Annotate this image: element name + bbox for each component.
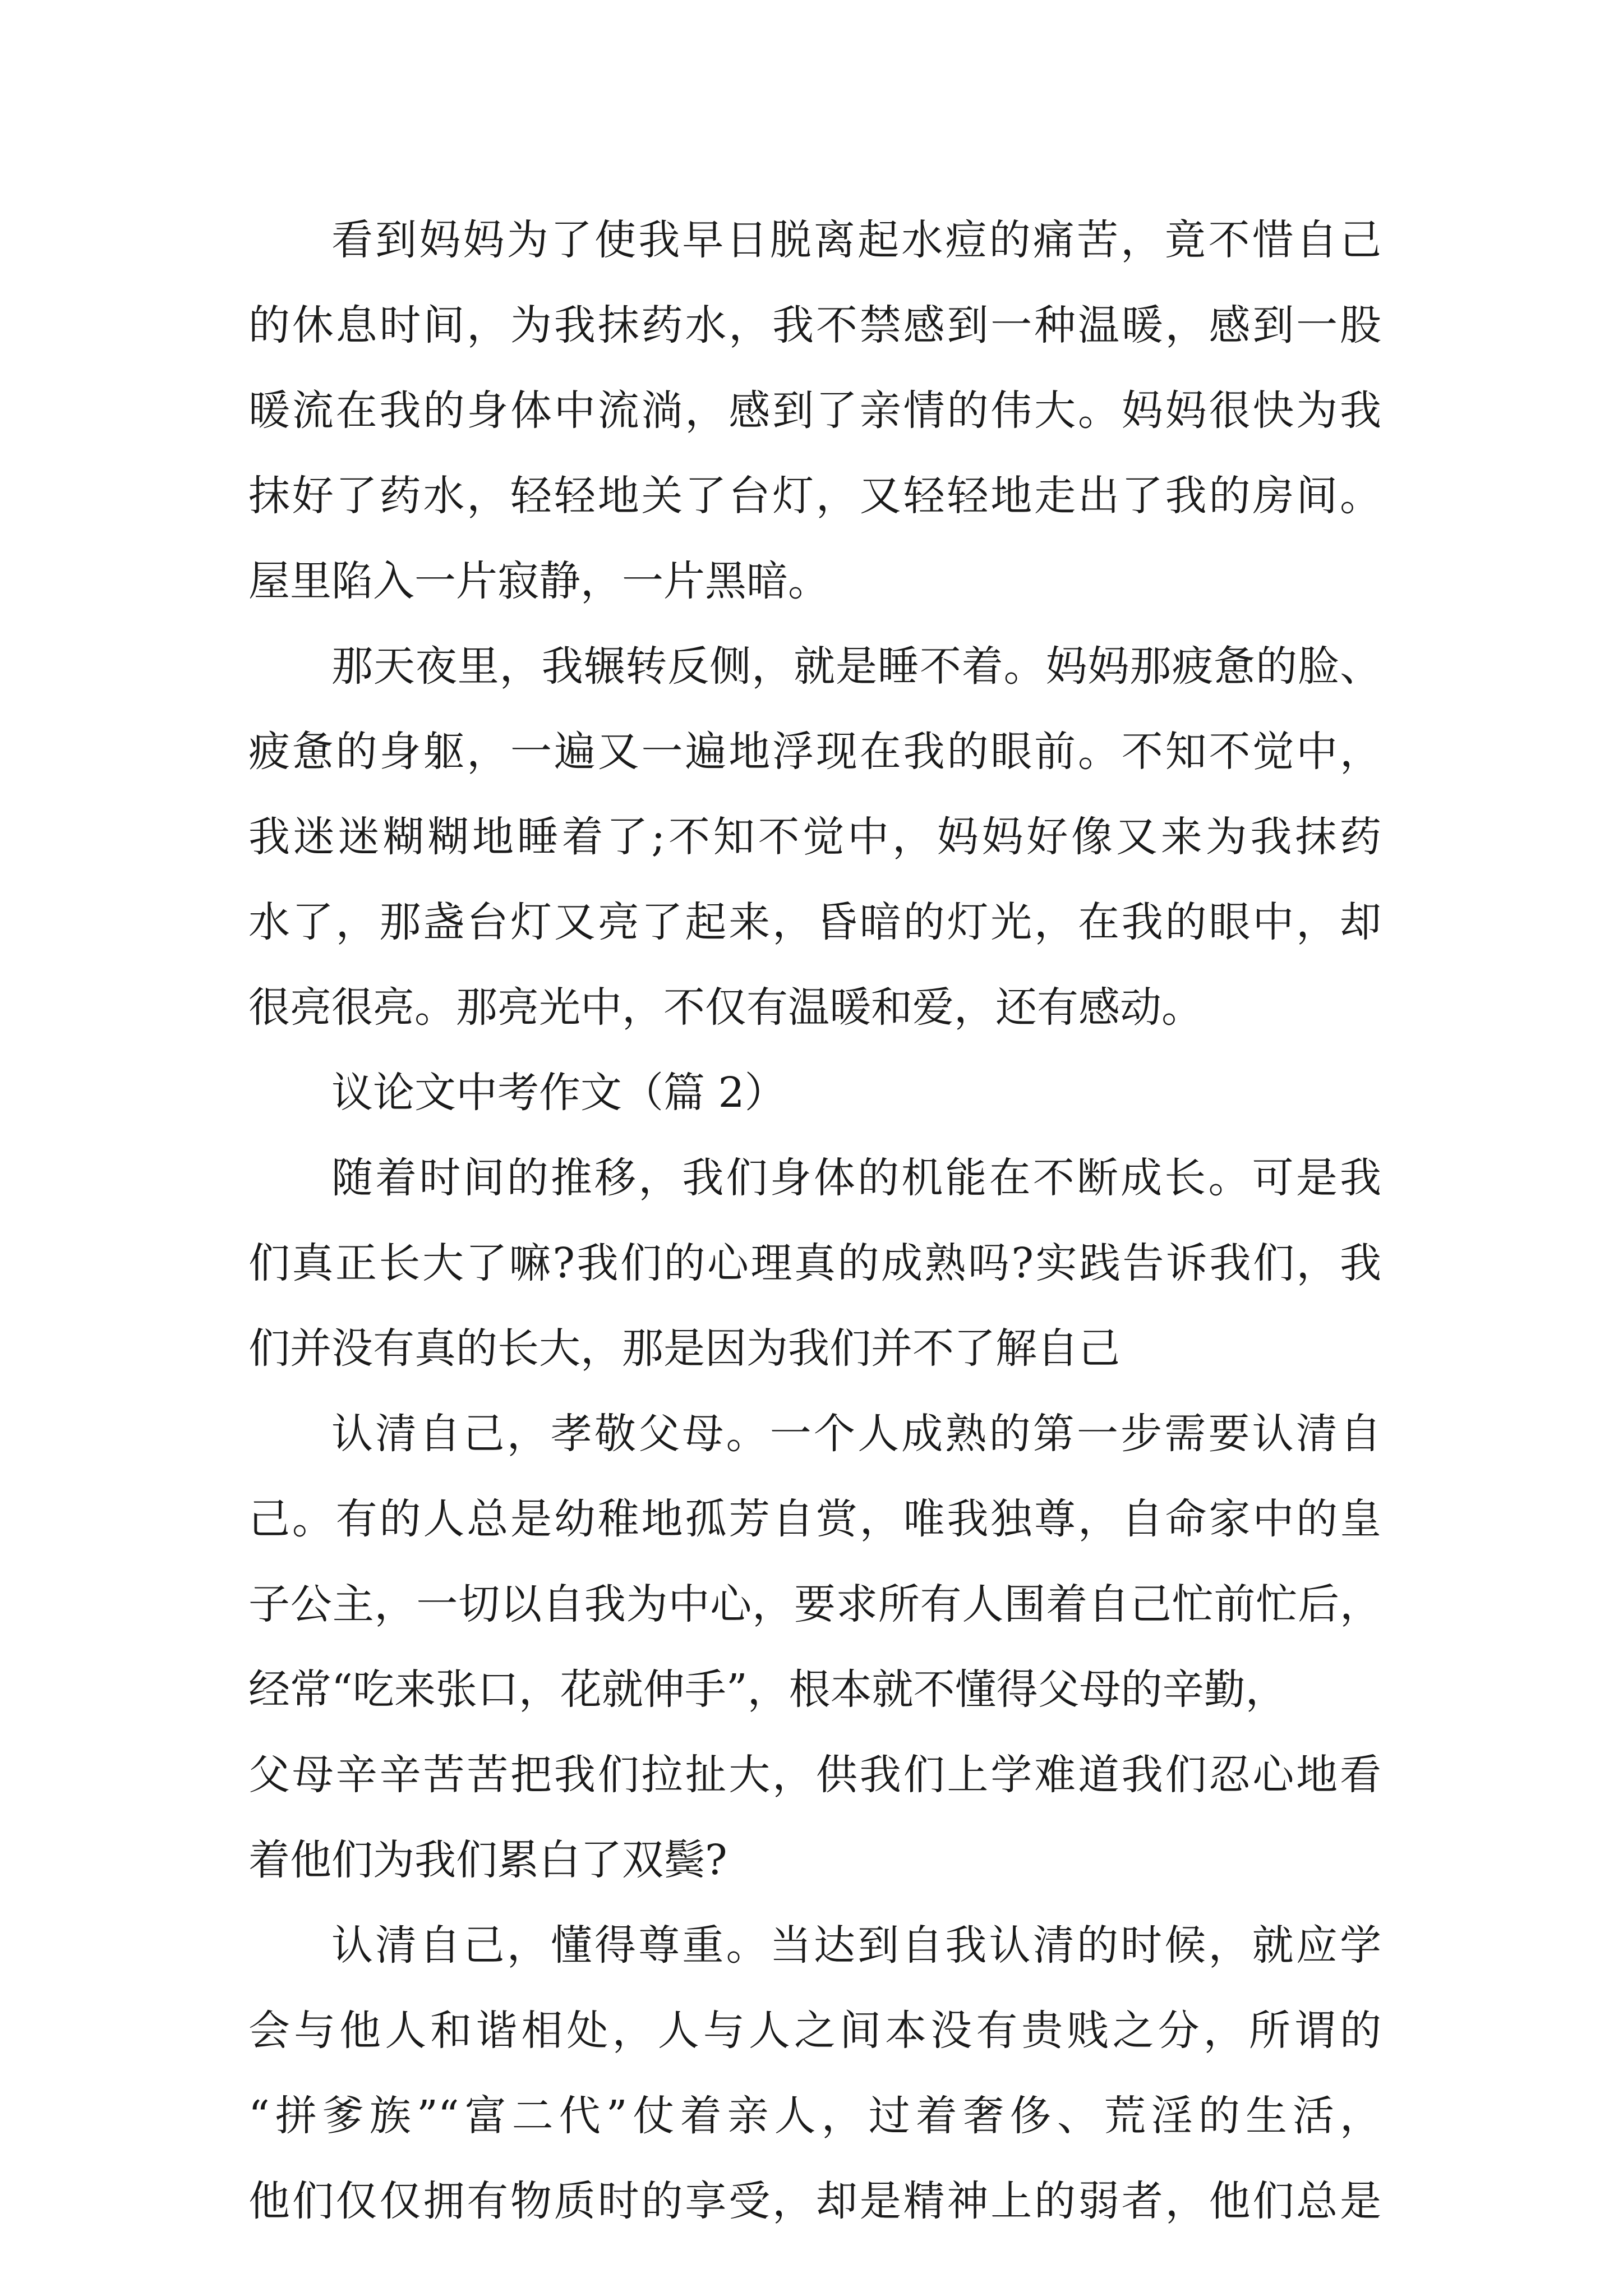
- paragraph-line: 随着时间的推移，我们身体的机能在不断成长。可是我: [331, 1154, 1381, 1202]
- paragraph-line: 的休息时间，为我抹药水，我不禁感到一种温暖，感到一股: [248, 301, 1381, 349]
- paragraph-line: 着他们为我们累白了双鬓?: [248, 1836, 727, 1884]
- paragraph-line: 抹好了药水，轻轻地关了台灯，又轻轻地走出了我的房间。: [248, 472, 1381, 520]
- paragraph-line: “拼爹族”“富二代”仗着亲人，过着奢侈、荒淫的生活，: [248, 2092, 1381, 2140]
- paragraph-line: 子公主，一切以自我为中心，要求所有人围着自己忙前忙后，: [248, 1580, 1381, 1628]
- paragraph-line: 我迷迷糊糊地睡着了;不知不觉中，妈妈好像又来为我抹药: [248, 813, 1381, 861]
- paragraph-line: 己。有的人总是幼稚地孤芳自赏，唯我独尊，自命家中的皇: [248, 1495, 1381, 1543]
- paragraph-line: 们真正长大了嘛?我们的心理真的成熟吗?实践告诉我们，我: [248, 1239, 1381, 1287]
- paragraph-line: 看到妈妈为了使我早日脱离起水痘的痛苦，竟不惜自己: [331, 216, 1381, 264]
- paragraph-line: 暖流在我的身体中流淌，感到了亲情的伟大。妈妈很快为我: [248, 386, 1381, 435]
- paragraph-line: 水了，那盏台灯又亮了起来，昏暗的灯光，在我的眼中，却: [248, 898, 1381, 946]
- paragraph-line: 经常“吃来张口，花就伸手”，根本就不懂得父母的辛勤，: [248, 1665, 1287, 1714]
- paragraph-line: 们并没有真的长大，那是因为我们并不了解自己: [248, 1324, 1120, 1373]
- paragraph-line: 那天夜里，我辗转反侧，就是睡不着。妈妈那疲惫的脸、: [331, 642, 1381, 691]
- paragraph-line: 认清自己，孝敬父母。一个人成熟的第一步需要认清自: [331, 1410, 1381, 1458]
- paragraph-line: 父母辛辛苦苦把我们拉扯大，供我们上学难道我们忍心地看: [248, 1751, 1381, 1799]
- paragraph-line: 疲惫的身躯，一遍又一遍地浮现在我的眼前。不知不觉中，: [248, 728, 1381, 776]
- paragraph-line: 认清自己，懂得尊重。当达到自我认清的时候，就应学: [331, 1921, 1381, 1970]
- paragraph-line: 屋里陷入一片寂静，一片黑暗。: [248, 557, 829, 605]
- paragraph-line: 很亮很亮。那亮光中，不仅有温暖和爱，还有感动。: [248, 983, 1203, 1032]
- document-body: [248, 197, 1381, 2244]
- paragraph-line: 会与他人和谐相处，人与人之间本没有贵贱之分，所谓的: [248, 2007, 1381, 2055]
- paragraph-line: 他们仅仅拥有物质时的享受，却是精神上的弱者，他们总是: [248, 2177, 1381, 2225]
- section-heading: 议论文中考作文（篇 2）: [331, 1069, 786, 1117]
